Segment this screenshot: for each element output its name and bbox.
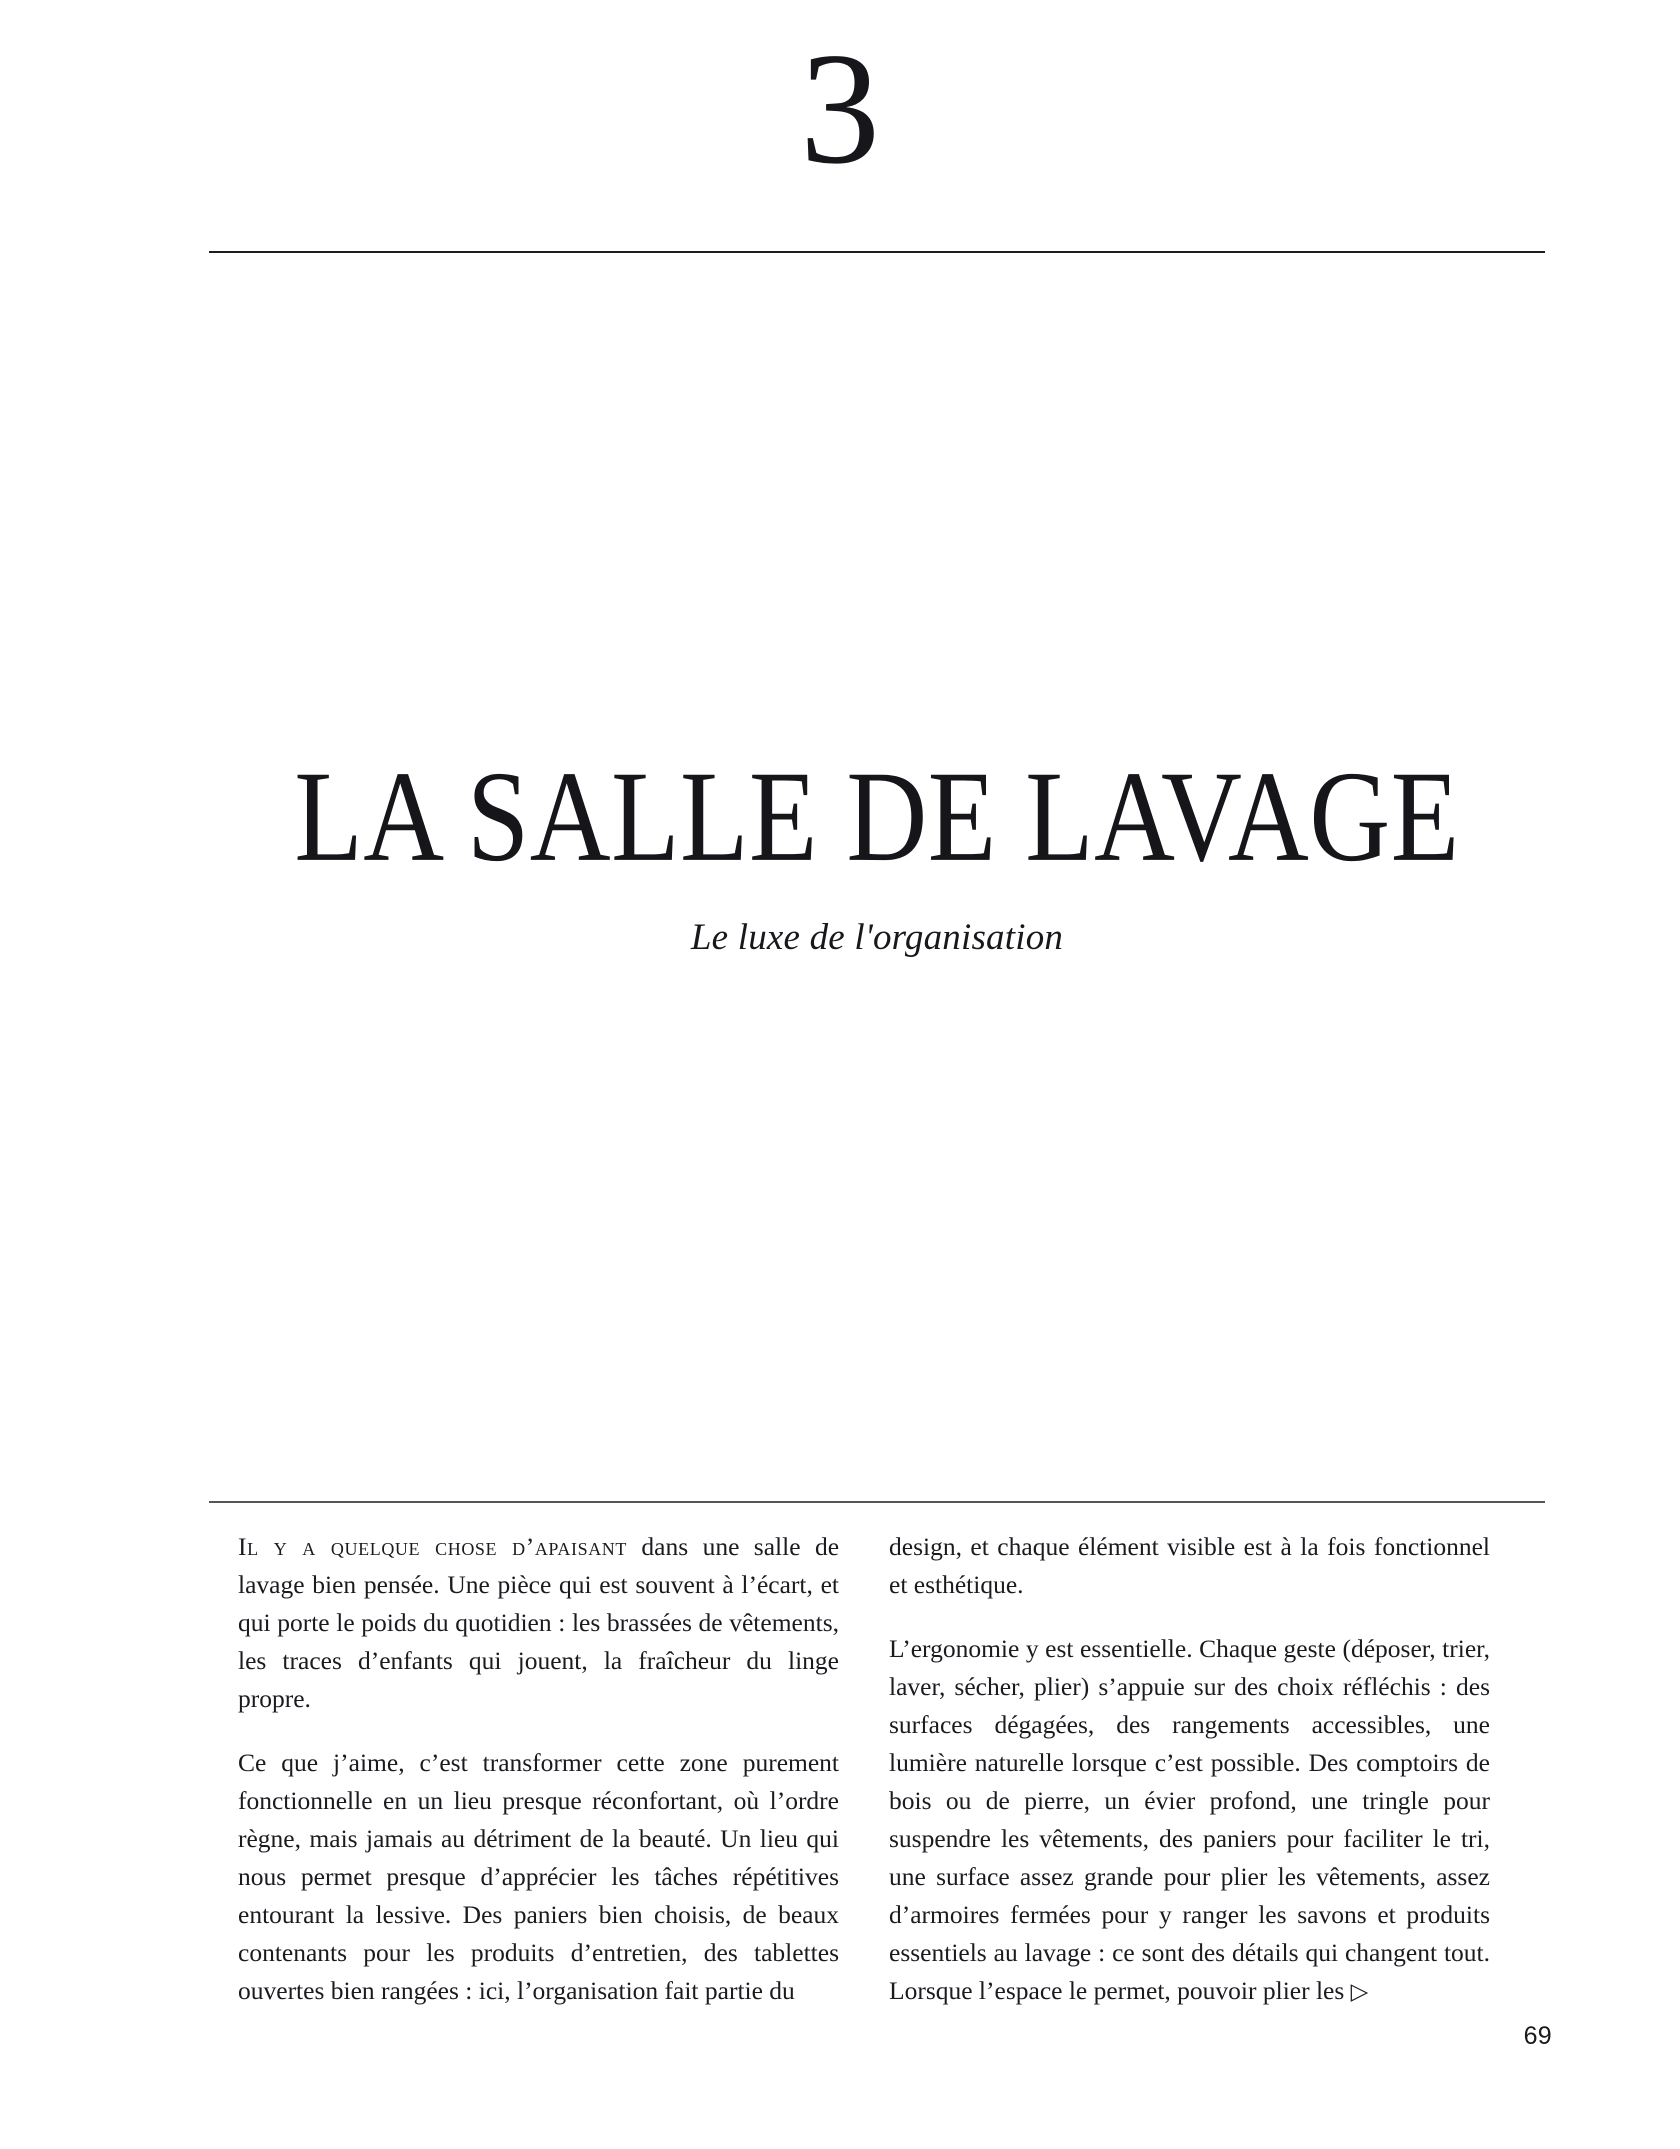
body-column-left (238, 1528, 839, 2010)
paragraph-left-1-rest: dans une salle de lavage bien pensée. Une pièce qui est souvent à l’écart, et qui porte le poids du quotidien : les brassées de vêtements, les traces d’enfants qui jouent, la fraîcheur du linge propre. (238, 1532, 840, 1713)
continuation-arrow-icon: ▷ (1350, 1979, 1369, 2004)
opening-small-caps: Il y a quelque chose d’apaisant (238, 1532, 627, 1561)
page-number: 69 (1523, 2022, 1552, 2050)
chapter-number: 3 (800, 19, 880, 197)
title-block (209, 745, 1545, 960)
body-columns (238, 1528, 1490, 2010)
rule-top-divider (209, 251, 1545, 253)
paragraph-left-2: Ce que j’aime, c’est transformer cette zone purement fonctionnelle en un lieu presque réconfortant, où l’ordre règne, mais jamais au détriment de la beauté. Un lieu qui nous permet presque d’apprécier les tâches répétitives entourant la lessive. Des paniers bien choisis, de beaux contenants pour les produits d’entretien, des tablettes ouvertes bien rangées : ici, l’organisation fait partie du (238, 1748, 839, 2005)
rule-bottom-divider (209, 1501, 1545, 1503)
page-subtitle: Le luxe de l'organisation (690, 917, 1064, 958)
paragraph-right-2-text: L’ergonomie y est essentielle. Chaque geste (déposer, trier, laver, sécher, plier) s’appuie sur des choix réfléchis : des surfaces dégagées, des rangements accessibles, une lumière naturelle lorsque c’est possible. Des comptoirs de bois ou de pierre, un évier profond, une tringle pour suspendre les vêtements, des paniers pour faciliter le tri, une surface assez grande pour plier les vêtements, assez d’armoires fermées pour y ranger les savons et produits essentiels au lavage : ce sont des détails qui changent tout. Lorsque l’espace le permet, pouvoir plier les (889, 1634, 1490, 2005)
body-column-right (889, 1528, 1490, 2010)
paragraph-right-1: design, et chaque élément visible est à la fois fonctionnel et esthétique. (889, 1532, 1490, 1599)
paragraph-right-2 (889, 1630, 1490, 2010)
page-title: LA SALLE DE LAVAGE (294, 745, 1460, 889)
paragraph-left-1 (238, 1528, 839, 1718)
